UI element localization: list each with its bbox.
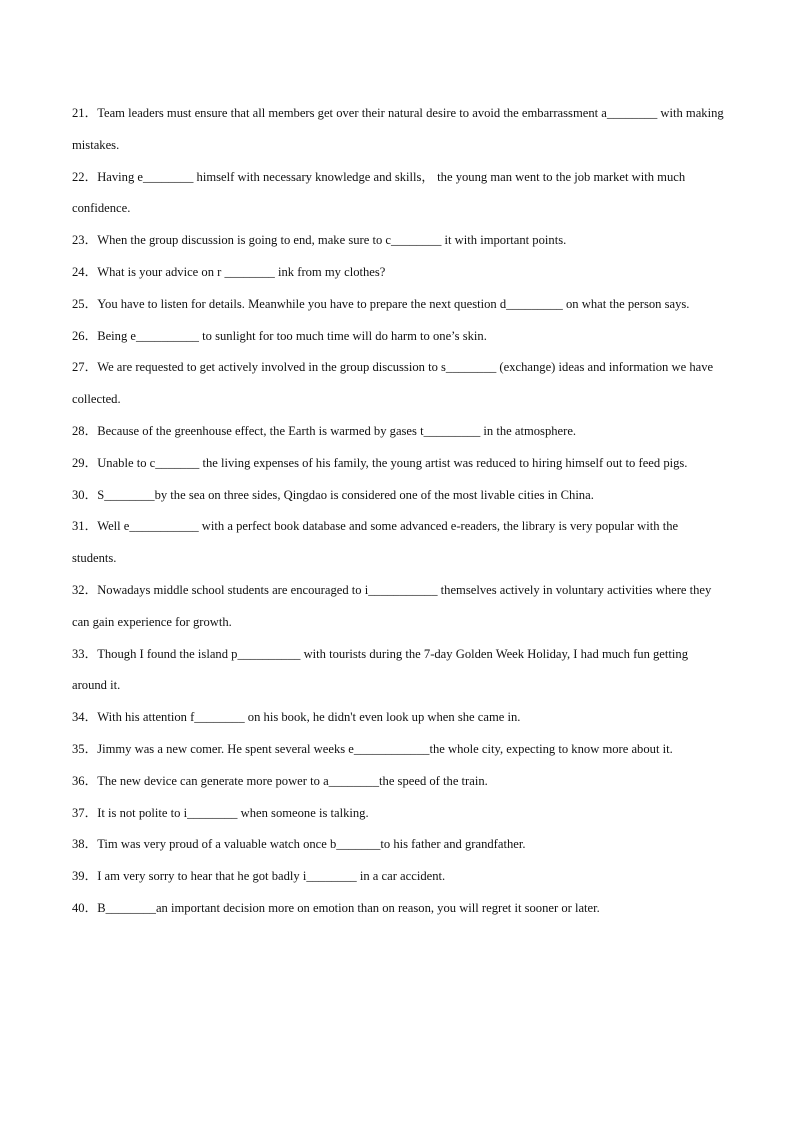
question-number: 28．	[72, 423, 98, 438]
question-text: Because of the greenhouse effect, the Earth is warmed by gases t_________ in the atmosphere.	[97, 423, 577, 438]
question-text: Unable to c_______ the living expenses of his family, the young artist was reduced to hiring himself out to feed pigs.	[97, 455, 688, 470]
question-text: S________by the sea on three sides, Qingdao is considered one of the most livable cities in China.	[97, 487, 594, 502]
question-text: Nowadays middle school students are encouraged to i___________ themselves actively in voluntary activities where they can gain experience for growth.	[72, 582, 712, 629]
question-item	[72, 352, 724, 416]
question-item	[72, 511, 724, 575]
question-item	[72, 321, 724, 353]
question-number: 22．	[72, 169, 98, 184]
question-item	[72, 702, 724, 734]
question-item	[72, 225, 724, 257]
question-text: The new device can generate more power to a________the speed of the train.	[97, 773, 488, 788]
question-item	[72, 861, 724, 893]
question-item	[72, 639, 724, 703]
question-item	[72, 98, 724, 162]
question-number: 30．	[72, 487, 98, 502]
question-text: Well e___________ with a perfect book database and some advanced e-readers, the library is very popular with the students.	[72, 519, 679, 566]
question-number: 35．	[72, 741, 98, 756]
question-item	[72, 416, 724, 448]
question-text: Having e________ himself with necessary knowledge and skills， the young man went to the job market with much confidence.	[72, 169, 686, 216]
question-text: When the group discussion is going to end, make sure to c________ it with important points.	[97, 233, 567, 248]
question-text: Tim was very proud of a valuable watch once b_______to his father and grandfather.	[97, 837, 526, 852]
question-text: B________an important decision more on emotion than on reason, you will regret it sooner or later.	[97, 900, 600, 915]
question-number: 39．	[72, 869, 98, 884]
question-text: What is your advice on r ________ ink from my clothes?	[97, 264, 386, 279]
question-item	[72, 448, 724, 480]
question-number: 32．	[72, 582, 98, 597]
question-number: 24．	[72, 264, 98, 279]
question-number: 21．	[72, 106, 98, 120]
question-number: 34．	[72, 710, 98, 725]
question-number: 26．	[72, 328, 98, 343]
question-text: Team leaders must ensure that all members get over their natural desire to avoid the embarrassment a________ with making mistakes.	[72, 106, 724, 152]
question-item	[72, 162, 724, 226]
question-item	[72, 734, 724, 766]
question-item	[72, 480, 724, 512]
question-number: 37．	[72, 805, 98, 820]
question-item	[72, 257, 724, 289]
question-item	[72, 575, 724, 639]
question-number: 23．	[72, 233, 98, 248]
question-number: 25．	[72, 296, 98, 311]
question-number: 38．	[72, 837, 98, 852]
question-item	[72, 766, 724, 798]
question-text: Jimmy was a new comer. He spent several weeks e____________the whole city, expecting to know more about it.	[97, 741, 673, 756]
question-number: 29．	[72, 455, 98, 470]
question-text: You have to listen for details. Meanwhile you have to prepare the next question d_________ on what the person says.	[97, 296, 690, 311]
question-text: I am very sorry to hear that he got badly i________ in a car accident.	[97, 869, 446, 884]
question-text: It is not polite to i________ when someone is talking.	[97, 805, 369, 820]
question-item	[72, 289, 724, 321]
question-number: 33．	[72, 646, 98, 661]
question-number: 40．	[72, 900, 98, 915]
question-text: Being e__________ to sunlight for too much time will do harm to one’s skin.	[97, 328, 487, 343]
question-text: With his attention f________ on his book, he didn't even look up when she came in.	[97, 710, 521, 725]
question-item	[72, 829, 724, 861]
question-text: Though I found the island p__________ with tourists during the 7-day Golden Week Holiday, I had much fun getting around it.	[72, 646, 688, 693]
question-number: 31．	[72, 519, 98, 534]
question-list	[72, 98, 724, 925]
question-item	[72, 798, 724, 830]
question-text: We are requested to get actively involved in the group discussion to s________ (exchange) ideas and information we have collected.	[72, 360, 714, 407]
question-number: 36．	[72, 773, 98, 788]
question-item	[72, 893, 724, 925]
question-number: 27．	[72, 360, 98, 375]
